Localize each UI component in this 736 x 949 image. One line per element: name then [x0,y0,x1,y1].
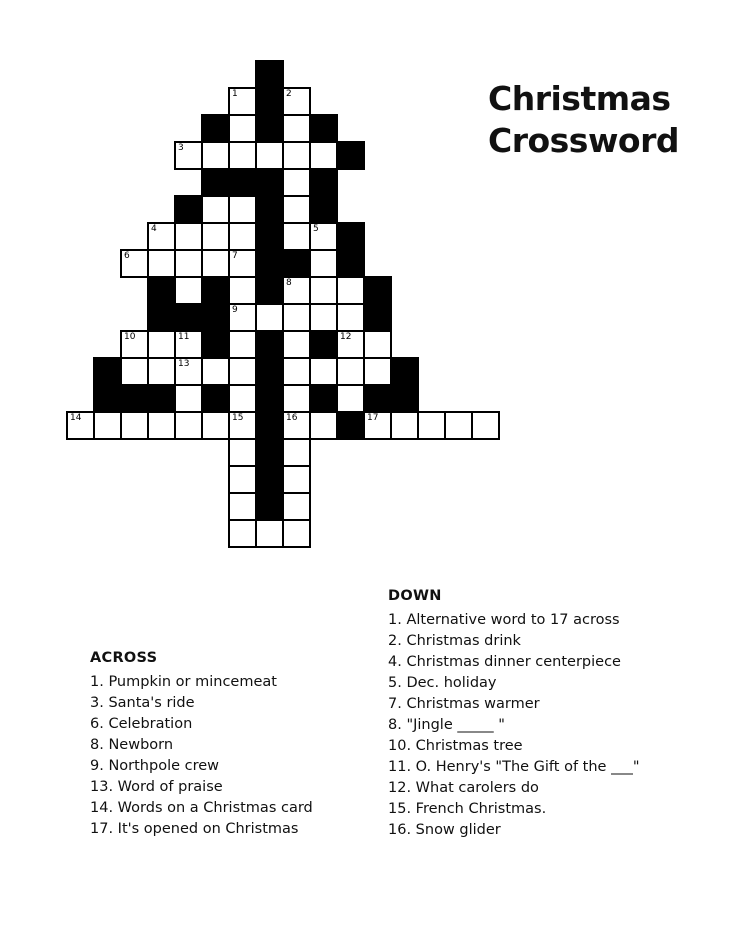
grid-cell[interactable] [228,222,257,251]
grid-cell-block [255,357,284,386]
grid-cell[interactable] [228,303,257,332]
grid-cell[interactable] [147,222,176,251]
grid-cell[interactable] [309,411,338,440]
clue-item: 8. Newborn [90,737,174,753]
grid-cell[interactable] [228,276,257,305]
grid-cell[interactable] [336,330,365,359]
grid-cell[interactable] [228,195,257,224]
grid-cell[interactable] [282,276,311,305]
grid-cell[interactable] [228,330,257,359]
grid-cell[interactable] [255,519,284,548]
grid-cell[interactable] [66,411,95,440]
grid-cell[interactable] [282,492,311,521]
grid-cell[interactable] [336,303,365,332]
grid-cell-block [255,249,284,278]
grid-cell-block [336,222,365,251]
grid-cell[interactable] [309,222,338,251]
cell-number: 11 [178,332,190,342]
clue-item: 17. It's opened on Christmas [90,821,299,837]
grid-cell-block [120,384,149,413]
grid-cell-block [228,168,257,197]
grid-cell[interactable] [363,411,392,440]
grid-cell-block [255,222,284,251]
grid-cell-block [255,465,284,494]
clue-item: 8. "Jingle _____ " [388,717,505,733]
grid-cell[interactable] [282,330,311,359]
grid-cell-block [309,114,338,143]
grid-cell[interactable] [282,465,311,494]
cell-number: 8 [286,278,292,288]
grid-cell[interactable] [282,411,311,440]
cell-number: 3 [178,143,184,153]
cell-number: 1 [232,89,238,99]
grid-cell[interactable] [228,519,257,548]
grid-cell[interactable] [201,411,230,440]
grid-cell-block [336,141,365,170]
grid-cell[interactable] [174,141,203,170]
across-clue-list [90,672,313,840]
grid-cell[interactable] [255,303,284,332]
grid-cell-block [309,195,338,224]
grid-cell-block [255,276,284,305]
grid-cell[interactable] [282,357,311,386]
grid-cell-block [255,195,284,224]
clue-item: 2. Christmas drink [388,633,521,649]
grid-cell[interactable] [363,357,392,386]
grid-cell-block [255,114,284,143]
grid-cell-block [255,168,284,197]
grid-cell[interactable] [120,330,149,359]
grid-cell-block [255,411,284,440]
grid-cell[interactable] [336,357,365,386]
across-clues [90,648,313,840]
grid-cell-block [147,276,176,305]
grid-cell[interactable] [228,411,257,440]
clue-item: 7. Christmas warmer [388,696,540,712]
clue-item: 15. French Christmas. [388,801,547,817]
grid-cell-block [255,330,284,359]
grid-cell[interactable] [363,330,392,359]
grid-cell-block [174,303,203,332]
grid-cell-block [201,276,230,305]
grid-cell[interactable] [228,114,257,143]
grid-cell[interactable] [228,87,257,116]
grid-cell[interactable] [282,114,311,143]
grid-cell[interactable] [309,141,338,170]
grid-cell[interactable] [336,276,365,305]
grid-cell-block [363,276,392,305]
grid-cell-block [201,168,230,197]
grid-cell-block [255,438,284,467]
grid-cell[interactable] [201,222,230,251]
clue-item: 1. Pumpkin or mincemeat [90,674,277,690]
cell-number: 12 [340,332,352,342]
cell-number: 10 [124,332,136,342]
grid-cell-block [363,303,392,332]
grid-cell-block [336,411,365,440]
grid-cell[interactable] [255,141,284,170]
grid-cell[interactable] [120,411,149,440]
clue-item: 5. Dec. holiday [388,675,497,691]
down-clue-list [388,610,639,841]
grid-cell[interactable] [282,519,311,548]
clue-item: 10. Christmas tree [388,738,523,754]
grid-cell[interactable] [174,276,203,305]
grid-cell[interactable] [228,249,257,278]
grid-cell[interactable] [201,249,230,278]
grid-cell-block [255,60,284,89]
cell-number: 7 [232,251,238,261]
grid-cell[interactable] [390,411,419,440]
grid-cell-block [309,330,338,359]
grid-cell-block [390,384,419,413]
title-line-2: Crossword [488,121,680,160]
grid-cell[interactable] [228,384,257,413]
grid-cell[interactable] [174,330,203,359]
grid-cell[interactable] [282,87,311,116]
grid-cell-block [201,303,230,332]
cell-number: 5 [313,224,319,234]
grid-cell[interactable] [282,303,311,332]
grid-cell[interactable] [309,303,338,332]
cell-number: 2 [286,89,292,99]
grid-cell[interactable] [282,222,311,251]
grid-cell[interactable] [174,384,203,413]
grid-cell[interactable] [309,249,338,278]
across-heading: ACROSS [90,650,158,666]
grid-cell-block [255,87,284,116]
cell-number: 9 [232,305,238,315]
grid-cell[interactable] [309,276,338,305]
grid-cell[interactable] [282,195,311,224]
grid-cell-block [147,303,176,332]
page-title [488,78,718,162]
grid-cell[interactable] [282,438,311,467]
cell-number: 6 [124,251,130,261]
cell-number: 17 [367,413,379,423]
grid-cell-block [390,357,419,386]
grid-cell[interactable] [120,249,149,278]
grid-cell[interactable] [147,330,176,359]
grid-cell[interactable] [120,357,149,386]
grid-cell[interactable] [147,249,176,278]
grid-cell[interactable] [147,357,176,386]
clue-item: 6. Celebration [90,716,193,732]
clue-item: 1. Alternative word to 17 across [388,612,620,628]
grid-cell[interactable] [174,411,203,440]
grid-cell[interactable] [444,411,473,440]
clue-item: 13. Word of praise [90,779,223,795]
grid-cell[interactable] [336,384,365,413]
clue-item: 11. O. Henry's "The Gift of the ___" [388,759,640,775]
clue-item: 16. Snow glider [388,822,501,838]
clue-item: 12. What carolers do [388,780,539,796]
clue-item: 3. Santa's ride [90,695,195,711]
grid-cell-block [363,384,392,413]
grid-cell-block [201,384,230,413]
grid-cell[interactable] [174,357,203,386]
cell-number: 13 [178,359,190,369]
grid-cell-block [255,492,284,521]
grid-cell-block [282,249,311,278]
cell-number: 4 [151,224,157,234]
grid-cell[interactable] [228,492,257,521]
grid-cell[interactable] [228,141,257,170]
grid-cell-block [201,330,230,359]
down-clues [388,586,639,841]
grid-cell[interactable] [174,222,203,251]
grid-cell-block [255,384,284,413]
grid-cell-block [201,114,230,143]
grid-cell[interactable] [201,141,230,170]
cell-number: 15 [232,413,244,423]
down-heading: DOWN [388,588,442,604]
clue-item: 4. Christmas dinner centerpiece [388,654,621,670]
grid-cell[interactable] [282,141,311,170]
grid-cell[interactable] [228,357,257,386]
clue-item: 14. Words on a Christmas card [90,800,313,816]
grid-cell[interactable] [417,411,446,440]
grid-cell[interactable] [147,411,176,440]
grid-cell[interactable] [309,357,338,386]
clue-item: 9. Northpole crew [90,758,220,774]
grid-cell[interactable] [228,438,257,467]
title-line-1: Christmas [488,79,671,118]
grid-cell-block [336,249,365,278]
grid-cell-block [93,384,122,413]
grid-cell[interactable] [282,168,311,197]
grid-cell-block [147,384,176,413]
grid-cell-block [174,195,203,224]
grid-cell[interactable] [201,195,230,224]
cell-number: 14 [70,413,82,423]
grid-cell[interactable] [282,384,311,413]
grid-cell[interactable] [93,411,122,440]
grid-cell[interactable] [201,357,230,386]
grid-cell[interactable] [174,249,203,278]
cell-number: 16 [286,413,298,423]
grid-cell[interactable] [228,465,257,494]
grid-cell-block [309,384,338,413]
grid-cell-block [93,357,122,386]
grid-cell[interactable] [471,411,500,440]
grid-cell-block [309,168,338,197]
